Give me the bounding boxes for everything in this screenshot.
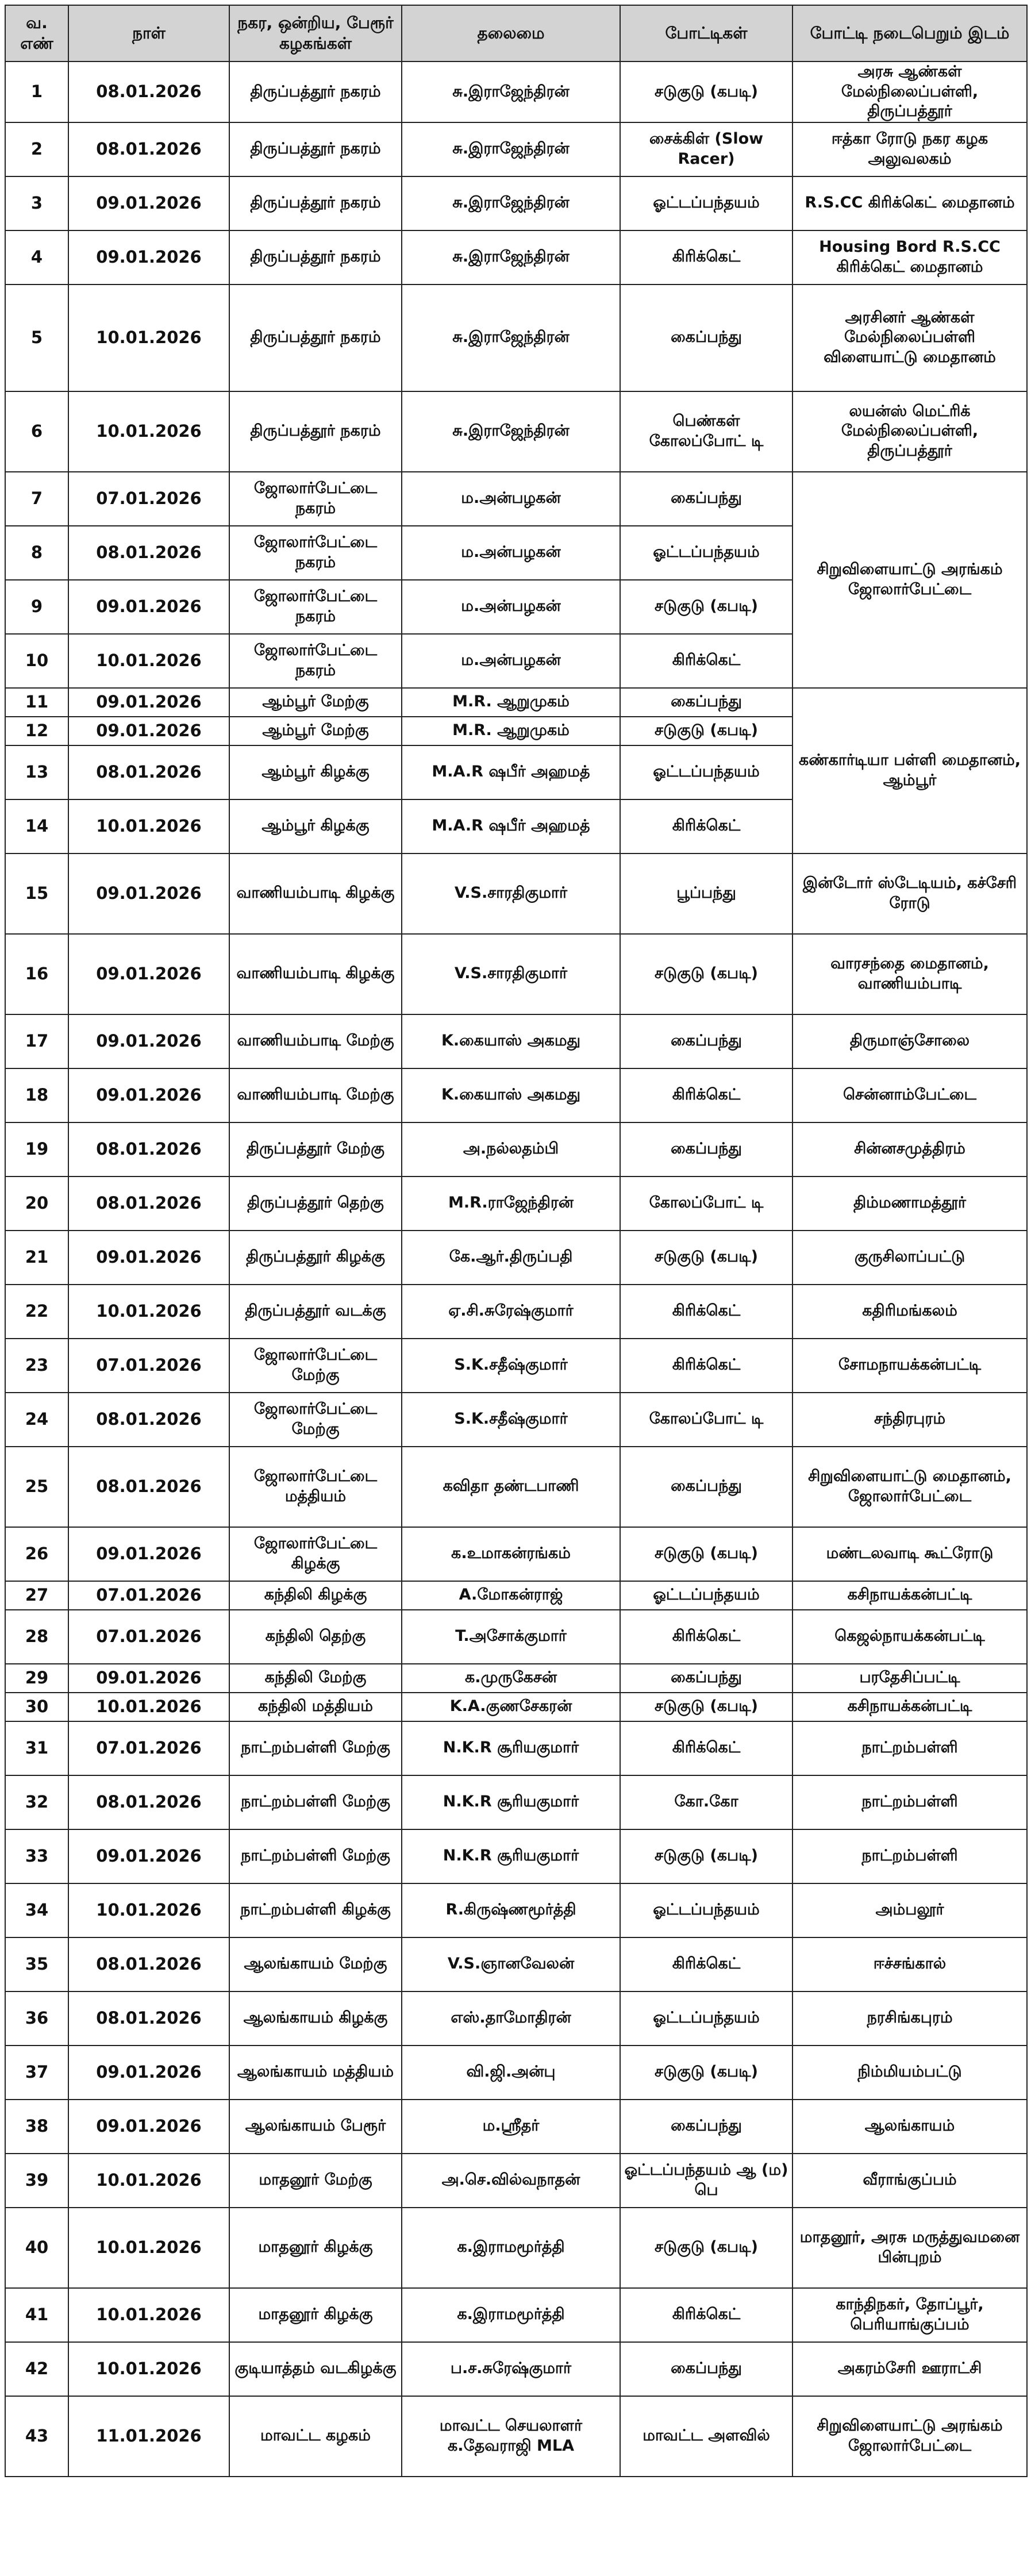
cell-leader: V.S.சாரதிகுமார் [402,934,620,1014]
cell-venue: லயன்ஸ் மெட்ரிக் மேல்நிலைப்பள்ளி, திருப்பத்தூர் [793,391,1027,472]
cell-union: ஜோலார்பேட்டை நகரம் [229,526,402,580]
cell-leader: M.A.R ஷபீர் அஹமத் [402,745,620,799]
cell-leader: அ.நல்லதம்பி [402,1122,620,1176]
cell-sno: 17 [5,1014,68,1068]
schedule-table [5,5,1028,2477]
cell-venue: நிம்மியம்பட்டு [793,2046,1027,2100]
cell-leader: N.K.R சூரியகுமார் [402,1829,620,1883]
table-row [5,1285,1027,1339]
cell-venue: அரசினர் ஆண்கள் மேல்நிலைப்பள்ளி விளையாட்டு மைதானம் [793,284,1027,391]
cell-venue-merged: சிறுவிளையாட்டு அரங்கம் ஜோலார்பேட்டை [793,472,1027,688]
cell-venue: ஈத்கா ரோடு நகர கழக அலுவலகம் [793,122,1027,176]
cell-date: 08.01.2026 [68,1176,229,1231]
table-row [5,61,1027,122]
cell-sport: ஓட்டப்பந்தயம் [620,745,793,799]
cell-venue: வீராங்குப்பம் [793,2154,1027,2208]
cell-union: நாட்றம்பள்ளி மேற்கு [229,1721,402,1775]
cell-sno: 29 [5,1664,68,1693]
cell-union: வாணியம்பாடி மேற்கு [229,1068,402,1122]
cell-union: கந்திலி தெற்கு [229,1610,402,1664]
table-row [5,1610,1027,1664]
cell-sport: சடுகுடு (கபடி) [620,580,793,634]
cell-date: 09.01.2026 [68,717,229,745]
cell-union: திருப்பத்தூர் மேற்கு [229,1122,402,1176]
table-row [5,1664,1027,1693]
cell-leader: V.S.சாரதிகுமார் [402,853,620,934]
cell-date: 08.01.2026 [68,1991,229,2046]
cell-sport: கிரிக்கெட் [620,799,793,853]
cell-date: 08.01.2026 [68,1937,229,1991]
cell-sport: கிரிக்கெட் [620,2288,793,2342]
cell-sport: கிரிக்கெட் [620,634,793,688]
table-row [5,1581,1027,1610]
cell-leader: ஏ.சி.சுரேஷ்குமார் [402,1285,620,1339]
cell-leader: மாவட்ட செயலாளர் க.தேவராஜி MLA [402,2396,620,2477]
cell-union: ஆலங்காயம் கிழக்கு [229,1991,402,2046]
cell-leader: க.இராமமூர்த்தி [402,2288,620,2342]
cell-sno: 41 [5,2288,68,2342]
cell-sno: 38 [5,2100,68,2154]
header-date: நாள் [68,5,229,61]
cell-sno: 36 [5,1991,68,2046]
cell-sport: சடுகுடு (கபடி) [620,2046,793,2100]
cell-sport: கிரிக்கெட் [620,230,793,284]
cell-date: 10.01.2026 [68,284,229,391]
cell-sno: 1 [5,61,68,122]
table-row [5,1339,1027,1393]
cell-union: கந்திலி மேற்கு [229,1664,402,1693]
cell-sport: பெண்கள் கோலப்போட் டி [620,391,793,472]
cell-venue: சந்திரபுரம் [793,1393,1027,1447]
table-row [5,1122,1027,1176]
cell-union: திருப்பத்தூர் தெற்கு [229,1176,402,1231]
cell-leader: கவிதா தண்டபாணி [402,1447,620,1527]
cell-sno: 42 [5,2342,68,2396]
cell-sno: 14 [5,799,68,853]
cell-sport: ஓட்டப்பந்தயம் [620,526,793,580]
cell-sno: 20 [5,1176,68,1231]
cell-venue: அரசு ஆண்கள் மேல்நிலைப்பள்ளி, திருப்பத்தூர் [793,61,1027,122]
cell-venue: Housing Bord R.S.CC கிரிக்கெட் மைதானம் [793,230,1027,284]
cell-date: 10.01.2026 [68,1883,229,1937]
cell-date: 09.01.2026 [68,1664,229,1693]
table-row [5,1937,1027,1991]
cell-sport: கைப்பந்து [620,1447,793,1527]
cell-leader: N.K.R சூரியகுமார் [402,1721,620,1775]
cell-date: 08.01.2026 [68,745,229,799]
cell-sno: 34 [5,1883,68,1937]
table-row [5,2342,1027,2396]
cell-sport: கிரிக்கெட் [620,1339,793,1393]
cell-sport: கிரிக்கெட் [620,1285,793,1339]
cell-sno: 5 [5,284,68,391]
cell-union: திருப்பத்தூர் நகரம் [229,230,402,284]
table-row [5,1883,1027,1937]
cell-leader: சு.இராஜேந்திரன் [402,391,620,472]
cell-union: ஆம்பூர் மேற்கு [229,717,402,745]
cell-date: 09.01.2026 [68,1068,229,1122]
table-row [5,122,1027,176]
cell-sno: 3 [5,176,68,230]
cell-union: வாணியம்பாடி கிழக்கு [229,853,402,934]
cell-sno: 37 [5,2046,68,2100]
cell-leader: ம.அன்பழகன் [402,472,620,526]
cell-sno: 8 [5,526,68,580]
cell-union: மாதனூர் கிழக்கு [229,2288,402,2342]
cell-sno: 16 [5,934,68,1014]
cell-sno: 7 [5,472,68,526]
table-row [5,2396,1027,2477]
cell-date: 09.01.2026 [68,2046,229,2100]
cell-union: திருப்பத்தூர் நகரம் [229,122,402,176]
header-sport: போட்டிகள் [620,5,793,61]
cell-date: 08.01.2026 [68,1447,229,1527]
cell-venue: மண்டலவாடி கூட்ரோடு [793,1527,1027,1581]
cell-union: ஜோலார்பேட்டை மேற்கு [229,1393,402,1447]
header-sno: வ. எண் [5,5,68,61]
cell-sno: 9 [5,580,68,634]
table-row [5,1829,1027,1883]
cell-union: ஜோலார்பேட்டை நகரம் [229,580,402,634]
cell-union: திருப்பத்தூர் வடக்கு [229,1285,402,1339]
cell-leader: N.K.R சூரியகுமார் [402,1775,620,1829]
cell-date: 07.01.2026 [68,472,229,526]
cell-date: 07.01.2026 [68,1339,229,1393]
cell-union: குடியாத்தம் வடகிழக்கு [229,2342,402,2396]
cell-leader: சு.இராஜேந்திரன் [402,122,620,176]
cell-sport: கைப்பந்து [620,472,793,526]
cell-union: ஆம்பூர் கிழக்கு [229,745,402,799]
cell-leader: கே.ஆர்.திருப்பதி [402,1231,620,1285]
cell-union: மாதனூர் மேற்கு [229,2154,402,2208]
cell-union: திருப்பத்தூர் நகரம் [229,391,402,472]
cell-union: வாணியம்பாடி மேற்கு [229,1014,402,1068]
schedule-sheet [5,5,1028,2477]
cell-union: திருப்பத்தூர் நகரம் [229,176,402,230]
cell-leader: ம.ஸ்ரீதர் [402,2100,620,2154]
cell-union: மாதனூர் கிழக்கு [229,2208,402,2288]
table-row [5,1014,1027,1068]
cell-sno: 2 [5,122,68,176]
cell-venue: வாரசந்தை மைதானம், வாணியம்பாடி [793,934,1027,1014]
cell-sno: 26 [5,1527,68,1581]
header-leader: தலைமை [402,5,620,61]
cell-sno: 31 [5,1721,68,1775]
cell-sport: ஓட்டப்பந்தயம் [620,1883,793,1937]
table-row [5,1068,1027,1122]
table-row [5,1447,1027,1527]
table-row [5,2154,1027,2208]
cell-leader: K.A.குணசேகரன் [402,1693,620,1721]
cell-leader: V.S.ஞானவேலன் [402,1937,620,1991]
cell-sport: சடுகுடு (கபடி) [620,717,793,745]
cell-leader: ம.அன்பழகன் [402,634,620,688]
cell-leader: சு.இராஜேந்திரன் [402,284,620,391]
cell-sno: 19 [5,1122,68,1176]
cell-date: 08.01.2026 [68,1775,229,1829]
cell-venue: கசிநாயக்கன்பட்டி [793,1581,1027,1610]
cell-leader: சு.இராஜேந்திரன் [402,230,620,284]
cell-sno: 22 [5,1285,68,1339]
cell-date: 07.01.2026 [68,1721,229,1775]
cell-leader: எஸ்.தாமோதிரன் [402,1991,620,2046]
cell-date: 09.01.2026 [68,230,229,284]
cell-date: 10.01.2026 [68,2208,229,2288]
cell-leader: சு.இராஜேந்திரன் [402,176,620,230]
cell-union: திருப்பத்தூர் கிழக்கு [229,1231,402,1285]
cell-union: நாட்றம்பள்ளி மேற்கு [229,1829,402,1883]
cell-sport: கிரிக்கெட் [620,1068,793,1122]
cell-venue: திருமாஞ்சோலை [793,1014,1027,1068]
cell-sno: 32 [5,1775,68,1829]
cell-sport: கைப்பந்து [620,284,793,391]
cell-sno: 35 [5,1937,68,1991]
cell-leader: M.A.R ஷபீர் அஹமத் [402,799,620,853]
cell-leader: A.மோகன்ராஜ் [402,1581,620,1610]
table-row [5,2100,1027,2154]
cell-sport: கைப்பந்து [620,1014,793,1068]
cell-leader: ம.அன்பழகன் [402,526,620,580]
table-row [5,853,1027,934]
table-row [5,688,1027,717]
table-row [5,1176,1027,1231]
cell-venue: கெஜல்நாயக்கன்பட்டி [793,1610,1027,1664]
cell-leader: க.இராமமூர்த்தி [402,2208,620,2288]
cell-sno: 11 [5,688,68,717]
cell-venue: ஈச்சங்கால் [793,1937,1027,1991]
cell-venue: அகரம்சேரி ஊராட்சி [793,2342,1027,2396]
cell-venue: அம்பலூர் [793,1883,1027,1937]
table-row [5,1991,1027,2046]
cell-sport: பூப்பந்து [620,853,793,934]
table-row [5,2046,1027,2100]
cell-sport: கோலப்போட் டி [620,1176,793,1231]
cell-leader: T.அசோக்குமார் [402,1610,620,1664]
table-row [5,1527,1027,1581]
cell-date: 08.01.2026 [68,1122,229,1176]
cell-sport: சடுகுடு (கபடி) [620,934,793,1014]
cell-leader: M.R. ஆறுமுகம் [402,717,620,745]
cell-sport: சடுகுடு (கபடி) [620,1829,793,1883]
cell-sno: 6 [5,391,68,472]
cell-date: 09.01.2026 [68,1231,229,1285]
cell-date: 07.01.2026 [68,1581,229,1610]
cell-sno: 28 [5,1610,68,1664]
cell-sno: 39 [5,2154,68,2208]
cell-leader: S.K.சதீஷ்குமார் [402,1339,620,1393]
cell-venue: R.S.CC கிரிக்கெட் மைதானம் [793,176,1027,230]
cell-union: ஆம்பூர் மேற்கு [229,688,402,717]
table-row [5,2208,1027,2288]
cell-date: 10.01.2026 [68,2154,229,2208]
cell-sno: 40 [5,2208,68,2288]
cell-venue: சின்னசமுத்திரம் [793,1122,1027,1176]
table-row [5,176,1027,230]
cell-sno: 33 [5,1829,68,1883]
cell-sport: சடுகுடு (கபடி) [620,1527,793,1581]
cell-leader: அ.செ.வில்வநாதன் [402,2154,620,2208]
table-row [5,230,1027,284]
cell-venue: குருசிலாப்பட்டு [793,1231,1027,1285]
cell-sport: சடுகுடு (கபடி) [620,61,793,122]
cell-leader: R.கிருஷ்ணமூர்த்தி [402,1883,620,1937]
cell-date: 09.01.2026 [68,176,229,230]
schedule-body [5,61,1027,2477]
cell-leader: ம.அன்பழகன் [402,580,620,634]
table-row [5,472,1027,526]
cell-date: 10.01.2026 [68,2288,229,2342]
cell-sno: 27 [5,1581,68,1610]
cell-sport: கைப்பந்து [620,2342,793,2396]
table-row [5,391,1027,472]
cell-sport: ஓட்டப்பந்தயம் [620,1581,793,1610]
cell-sno: 12 [5,717,68,745]
cell-union: திருப்பத்தூர் நகரம் [229,284,402,391]
cell-sport: கிரிக்கெட் [620,1937,793,1991]
header-union: நகர, ஒன்றிய, பேரூர் கழகங்கள் [229,5,402,61]
cell-date: 10.01.2026 [68,1285,229,1339]
cell-date: 08.01.2026 [68,61,229,122]
cell-leader: M.R.ராஜேந்திரன் [402,1176,620,1231]
cell-sno: 23 [5,1339,68,1393]
cell-date: 08.01.2026 [68,1393,229,1447]
cell-union: ஆலங்காயம் மேற்கு [229,1937,402,1991]
cell-union: ஜோலார்பேட்டை நகரம் [229,634,402,688]
cell-sport: சைக்கிள் (Slow Racer) [620,122,793,176]
cell-leader: K.கையாஸ் அகமது [402,1068,620,1122]
cell-venue: இன்டோர் ஸ்டேடியம், கச்சேரி ரோடு [793,853,1027,934]
cell-sno: 43 [5,2396,68,2477]
table-row [5,934,1027,1014]
cell-union: ஆம்பூர் கிழக்கு [229,799,402,853]
cell-date: 08.01.2026 [68,122,229,176]
cell-date: 07.01.2026 [68,1610,229,1664]
cell-venue-merged: கண்கார்டியா பள்ளி மைதானம், ஆம்பூர் [793,688,1027,853]
cell-union: ஆலங்காயம் மத்தியம் [229,2046,402,2100]
cell-venue: நரசிங்கபுரம் [793,1991,1027,2046]
header-venue: போட்டி நடைபெறும் இடம் [793,5,1027,61]
cell-date: 11.01.2026 [68,2396,229,2477]
cell-date: 10.01.2026 [68,2342,229,2396]
cell-sport: கிரிக்கெட் [620,1721,793,1775]
cell-date: 09.01.2026 [68,2100,229,2154]
cell-venue: திம்மணாமத்தூர் [793,1176,1027,1231]
cell-union: ஜோலார்பேட்டை மேற்கு [229,1339,402,1393]
cell-sno: 25 [5,1447,68,1527]
cell-leader: K.கையாஸ் அகமது [402,1014,620,1068]
cell-venue: காந்திநகர், தோப்பூர், பெரியாங்குப்பம் [793,2288,1027,2342]
cell-date: 09.01.2026 [68,580,229,634]
cell-union: திருப்பத்தூர் நகரம் [229,61,402,122]
cell-sport: ஓட்டப்பந்தயம் [620,176,793,230]
cell-leader: வி.ஜி.அன்பு [402,2046,620,2100]
cell-sport: ஓட்டப்பந்தயம் [620,1991,793,2046]
cell-union: மாவட்ட கழகம் [229,2396,402,2477]
table-row [5,1775,1027,1829]
cell-date: 09.01.2026 [68,853,229,934]
cell-sno: 10 [5,634,68,688]
cell-leader: சு.இராஜேந்திரன் [402,61,620,122]
cell-venue: சென்னாம்பேட்டை [793,1068,1027,1122]
cell-union: ஜோலார்பேட்டை மத்தியம் [229,1447,402,1527]
cell-union: ஆலங்காயம் பேரூர் [229,2100,402,2154]
cell-sport: கைப்பந்து [620,2100,793,2154]
cell-sport: மாவட்ட அளவில் [620,2396,793,2477]
cell-sno: 4 [5,230,68,284]
cell-venue: பரதேசிப்பட்டி [793,1664,1027,1693]
cell-sno: 30 [5,1693,68,1721]
cell-sport: கைப்பந்து [620,688,793,717]
cell-union: நாட்றம்பள்ளி மேற்கு [229,1775,402,1829]
cell-union: கந்திலி கிழக்கு [229,1581,402,1610]
cell-union: ஜோலார்பேட்டை கிழக்கு [229,1527,402,1581]
cell-sport: கோ.கோ [620,1775,793,1829]
table-row [5,1231,1027,1285]
cell-sno: 13 [5,745,68,799]
cell-union: நாட்றம்பள்ளி கிழக்கு [229,1883,402,1937]
cell-date: 10.01.2026 [68,634,229,688]
cell-date: 10.01.2026 [68,391,229,472]
cell-union: வாணியம்பாடி கிழக்கு [229,934,402,1014]
cell-leader: க.முருகேசன் [402,1664,620,1693]
cell-venue: சிறுவிளையாட்டு மைதானம், ஜோலார்பேட்டை [793,1447,1027,1527]
cell-venue: சிறுவிளையாட்டு அரங்கம் ஜோலார்பேட்டை [793,2396,1027,2477]
cell-sport: சடுகுடு (கபடி) [620,1693,793,1721]
cell-venue: நாட்றம்பள்ளி [793,1721,1027,1775]
cell-date: 09.01.2026 [68,688,229,717]
table-row [5,1693,1027,1721]
cell-venue: ஆலங்காயம் [793,2100,1027,2154]
cell-sport: சடுகுடு (கபடி) [620,1231,793,1285]
cell-sno: 18 [5,1068,68,1122]
table-row [5,1721,1027,1775]
cell-date: 09.01.2026 [68,1829,229,1883]
cell-date: 09.01.2026 [68,934,229,1014]
cell-venue: மாதனூர், அரசு மருத்துவமனை பின்புறம் [793,2208,1027,2288]
cell-date: 10.01.2026 [68,1693,229,1721]
cell-leader: M.R. ஆறுமுகம் [402,688,620,717]
cell-venue: சோமநாயக்கன்பட்டி [793,1339,1027,1393]
cell-sport: கைப்பந்து [620,1122,793,1176]
cell-sno: 24 [5,1393,68,1447]
cell-sport: ஓட்டப்பந்தயம் ஆ (ம) பெ [620,2154,793,2208]
table-row [5,1393,1027,1447]
cell-venue: கசிநாயக்கன்பட்டி [793,1693,1027,1721]
header-row [5,5,1027,61]
cell-sport: கோலப்போட் டி [620,1393,793,1447]
cell-union: ஜோலார்பேட்டை நகரம் [229,472,402,526]
cell-date: 08.01.2026 [68,526,229,580]
cell-sport: கிரிக்கெட் [620,1610,793,1664]
cell-date: 10.01.2026 [68,799,229,853]
cell-sno: 15 [5,853,68,934]
cell-sport: சடுகுடு (கபடி) [620,2208,793,2288]
cell-leader: க.உமாகன்ரங்கம் [402,1527,620,1581]
cell-sno: 21 [5,1231,68,1285]
cell-leader: ப.ச.சுரேஷ்குமார் [402,2342,620,2396]
cell-venue: கதிரிமங்கலம் [793,1285,1027,1339]
cell-sport: கைப்பந்து [620,1664,793,1693]
cell-union: கந்திலி மத்தியம் [229,1693,402,1721]
table-row [5,2288,1027,2342]
cell-leader: S.K.சதீஷ்குமார் [402,1393,620,1447]
cell-date: 09.01.2026 [68,1527,229,1581]
cell-date: 09.01.2026 [68,1014,229,1068]
cell-venue: நாட்றம்பள்ளி [793,1775,1027,1829]
table-row [5,284,1027,391]
cell-venue: நாட்றம்பள்ளி [793,1829,1027,1883]
